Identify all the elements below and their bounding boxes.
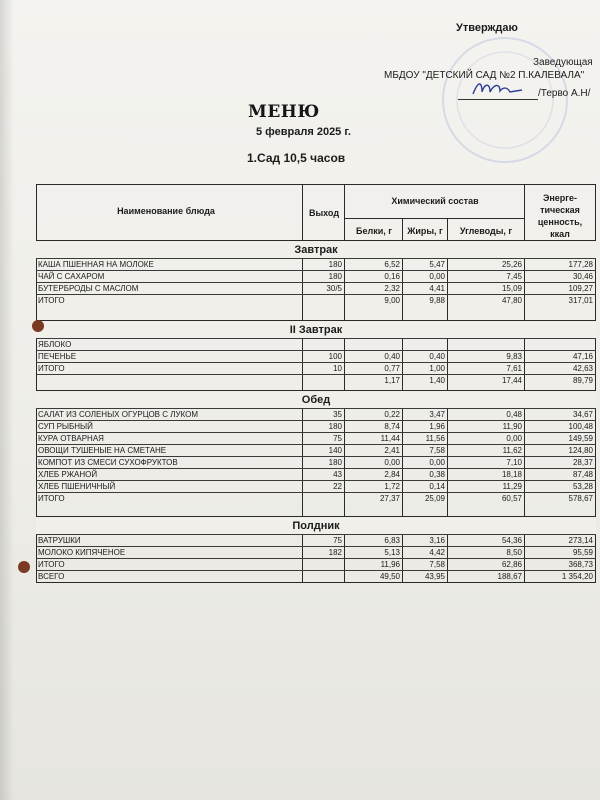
yield-cell: 182 bbox=[328, 548, 342, 557]
section-title: Полдник bbox=[292, 520, 340, 532]
protein-cell: 1,17 bbox=[384, 376, 400, 385]
protein-cell: 1,72 bbox=[384, 482, 400, 491]
protein-cell: 9,00 bbox=[384, 296, 400, 305]
carbs-cell: 47,80 bbox=[501, 296, 522, 305]
carbs-cell: 11,90 bbox=[502, 422, 522, 431]
col-header-protein: Белки, г bbox=[356, 226, 392, 236]
fat-cell: 4,42 bbox=[429, 548, 445, 557]
yield-cell: 180 bbox=[328, 458, 342, 467]
dish-name: КУРА ОТВАРНАЯ bbox=[38, 434, 104, 443]
carbs-cell: 0,48 bbox=[506, 410, 522, 419]
punch-hole bbox=[18, 561, 30, 573]
table-row bbox=[36, 294, 596, 307]
dish-name: САЛАТ ИЗ СОЛЕНЫХ ОГУРЦОВ С ЛУКОМ bbox=[38, 410, 199, 419]
energy-cell: 34,67 bbox=[572, 410, 593, 419]
fat-cell: 43,95 bbox=[424, 572, 445, 581]
carbs-cell: 54,36 bbox=[501, 536, 522, 545]
carbs-cell: 0,00 bbox=[506, 434, 522, 443]
organization-name: МБДОУ "ДЕТСКИЙ САД №2 П.КАЛЕВАЛА" bbox=[384, 70, 585, 81]
page-title: МЕНЮ bbox=[248, 102, 320, 122]
col-header-yield: Выход bbox=[308, 208, 340, 218]
dish-name: ИТОГО bbox=[38, 364, 65, 373]
yield-cell: 180 bbox=[328, 422, 342, 431]
punch-hole bbox=[32, 320, 44, 332]
dish-name: ВАТРУШКИ bbox=[38, 536, 81, 545]
carbs-cell: 25,26 bbox=[501, 260, 522, 269]
fat-cell: 7,58 bbox=[429, 560, 445, 569]
table-row bbox=[36, 492, 596, 505]
energy-cell: 273,14 bbox=[568, 536, 593, 545]
dish-name: ОВОЩИ ТУШЕНЫЕ НА СМЕТАНЕ bbox=[38, 446, 167, 455]
yield-cell: 10 bbox=[333, 364, 342, 373]
section-header-band bbox=[36, 516, 596, 535]
org-stamp-image bbox=[430, 35, 580, 165]
signature-line bbox=[458, 99, 538, 100]
protein-cell: 11,44 bbox=[380, 434, 400, 443]
yield-cell: 180 bbox=[328, 260, 342, 269]
yield-cell: 140 bbox=[328, 446, 342, 455]
carbs-cell: 18,18 bbox=[501, 470, 522, 479]
energy-cell: 47,16 bbox=[572, 352, 593, 361]
dish-name: БУТЕРБРОДЫ С МАСЛОМ bbox=[38, 284, 139, 293]
carbs-cell: 17,44 bbox=[501, 376, 522, 385]
protein-cell: 0,16 bbox=[384, 272, 400, 281]
signature-mark bbox=[470, 78, 526, 100]
fat-cell: 0,38 bbox=[429, 470, 445, 479]
yield-cell: 35 bbox=[333, 410, 342, 419]
energy-cell: 95,59 bbox=[572, 548, 593, 557]
energy-cell: 578,67 bbox=[568, 494, 593, 503]
carbs-cell: 11,29 bbox=[502, 482, 522, 491]
section-title: Обед bbox=[301, 394, 331, 406]
section-title: II Завтрак bbox=[289, 324, 343, 336]
section-title: Завтрак bbox=[294, 244, 338, 256]
protein-cell: 2,41 bbox=[384, 446, 400, 455]
fat-cell: 1,40 bbox=[429, 376, 445, 385]
col-header-fat: Жиры, г bbox=[407, 226, 443, 236]
chem-subheader-line bbox=[344, 218, 524, 219]
carbs-cell: 188,67 bbox=[497, 572, 522, 581]
fat-cell: 1,96 bbox=[429, 422, 445, 431]
fat-cell: 25,09 bbox=[424, 494, 445, 503]
fat-cell: 0,14 bbox=[429, 482, 445, 491]
fat-cell: 5,47 bbox=[429, 260, 445, 269]
fat-cell: 1,00 bbox=[429, 364, 445, 373]
col-header-name: Наименование блюда bbox=[117, 206, 215, 216]
dish-name: ЯБЛОКО bbox=[38, 340, 72, 349]
signer-name: /Терво А.Н/ bbox=[538, 88, 591, 99]
dish-name: МОЛОКО КИПЯЧЕНОЕ bbox=[38, 548, 126, 557]
protein-cell: 2,32 bbox=[384, 284, 400, 293]
energy-cell: 42,63 bbox=[572, 364, 593, 373]
energy-cell: 109,27 bbox=[568, 284, 593, 293]
yield-cell: 22 bbox=[333, 482, 342, 491]
yield-cell: 43 bbox=[333, 470, 342, 479]
carbs-cell: 60,57 bbox=[501, 494, 522, 503]
energy-cell: 124,80 bbox=[568, 446, 593, 455]
fat-cell: 11,56 bbox=[425, 434, 445, 443]
energy-cell: 28,37 bbox=[572, 458, 593, 467]
dish-name: КОМПОТ ИЗ СМЕСИ СУХОФРУКТОВ bbox=[38, 458, 178, 467]
dish-name: ВСЕГО bbox=[38, 572, 65, 581]
yield-cell: 100 bbox=[328, 352, 342, 361]
fat-cell: 3,47 bbox=[429, 410, 445, 419]
protein-cell: 2,84 bbox=[384, 470, 400, 479]
group-label: 1.Сад 10,5 часов bbox=[247, 151, 346, 165]
carbs-cell: 62,86 bbox=[501, 560, 522, 569]
dish-name: ХЛЕБ ПШЕНИЧНЫЙ bbox=[38, 482, 116, 491]
yield-cell: 75 bbox=[333, 434, 342, 443]
protein-cell: 0,00 bbox=[384, 458, 400, 467]
dish-name: СУП РЫБНЫЙ bbox=[38, 422, 93, 431]
protein-cell: 5,13 bbox=[384, 548, 400, 557]
carbs-cell: 7,45 bbox=[506, 272, 522, 281]
yield-cell: 30/5 bbox=[326, 284, 342, 293]
protein-cell: 11,96 bbox=[380, 560, 400, 569]
fat-cell: 7,58 bbox=[429, 446, 445, 455]
dish-name: ИТОГО bbox=[38, 296, 65, 305]
energy-cell: 30,46 bbox=[572, 272, 593, 281]
dish-name: ЧАЙ С САХАРОМ bbox=[38, 272, 105, 281]
page-edge-shadow bbox=[0, 0, 14, 800]
protein-cell: 0,22 bbox=[384, 410, 400, 419]
dish-name: КАША ПШЕННАЯ НА МОЛОКЕ bbox=[38, 260, 154, 269]
head-position: Заведующая bbox=[533, 57, 593, 68]
dish-name: ПЕЧЕНЬЕ bbox=[38, 352, 77, 361]
yield-cell: 180 bbox=[328, 272, 342, 281]
energy-cell: 368,73 bbox=[568, 560, 593, 569]
section-header-band bbox=[36, 240, 596, 259]
col-header-carbs: Углеводы, г bbox=[459, 226, 513, 236]
dish-name: ИТОГО bbox=[38, 494, 65, 503]
col-header-energy: Энерге- тическая ценность, ккал bbox=[537, 193, 583, 239]
menu-date: 5 февраля 2025 г. bbox=[256, 126, 351, 138]
protein-cell: 0,77 bbox=[384, 364, 400, 373]
protein-cell: 8,74 bbox=[384, 422, 400, 431]
section-header-band bbox=[36, 390, 596, 409]
table-top-border bbox=[36, 184, 596, 185]
energy-cell: 149,59 bbox=[568, 434, 593, 443]
energy-cell: 100,48 bbox=[568, 422, 593, 431]
col-header-chem: Химический состав bbox=[391, 196, 479, 206]
fat-cell: 4,41 bbox=[429, 284, 445, 293]
yield-cell: 75 bbox=[333, 536, 342, 545]
protein-cell: 49,50 bbox=[379, 572, 400, 581]
carbs-cell: 8,50 bbox=[506, 548, 522, 557]
fat-cell: 9,88 bbox=[429, 296, 445, 305]
section-header-band bbox=[36, 320, 596, 339]
approve-label: Утверждаю bbox=[456, 22, 518, 34]
energy-cell: 89,79 bbox=[572, 376, 593, 385]
carbs-cell: 9,83 bbox=[506, 352, 522, 361]
energy-cell: 1 354,20 bbox=[561, 572, 593, 581]
fat-cell: 3,16 bbox=[429, 536, 445, 545]
table-bottom-border bbox=[36, 582, 596, 583]
protein-cell: 6,52 bbox=[384, 260, 400, 269]
carbs-cell: 7,10 bbox=[506, 458, 522, 467]
carbs-cell: 11,62 bbox=[502, 446, 522, 455]
protein-cell: 0,40 bbox=[384, 352, 400, 361]
energy-cell: 87,48 bbox=[572, 470, 593, 479]
energy-cell: 53,28 bbox=[572, 482, 593, 491]
carbs-cell: 15,09 bbox=[501, 284, 522, 293]
protein-cell: 27,37 bbox=[379, 494, 400, 503]
dish-name: ИТОГО bbox=[38, 560, 65, 569]
fat-cell: 0,40 bbox=[429, 352, 445, 361]
table-row bbox=[36, 374, 596, 387]
carbs-cell: 7,61 bbox=[506, 364, 522, 373]
dish-name: ХЛЕБ РЖАНОЙ bbox=[38, 470, 98, 479]
energy-cell: 177,28 bbox=[568, 260, 593, 269]
nutrition-table bbox=[36, 184, 596, 583]
energy-cell: 317,01 bbox=[568, 296, 593, 305]
fat-cell: 0,00 bbox=[429, 272, 445, 281]
fat-cell: 0,00 bbox=[429, 458, 445, 467]
protein-cell: 6,83 bbox=[384, 536, 400, 545]
